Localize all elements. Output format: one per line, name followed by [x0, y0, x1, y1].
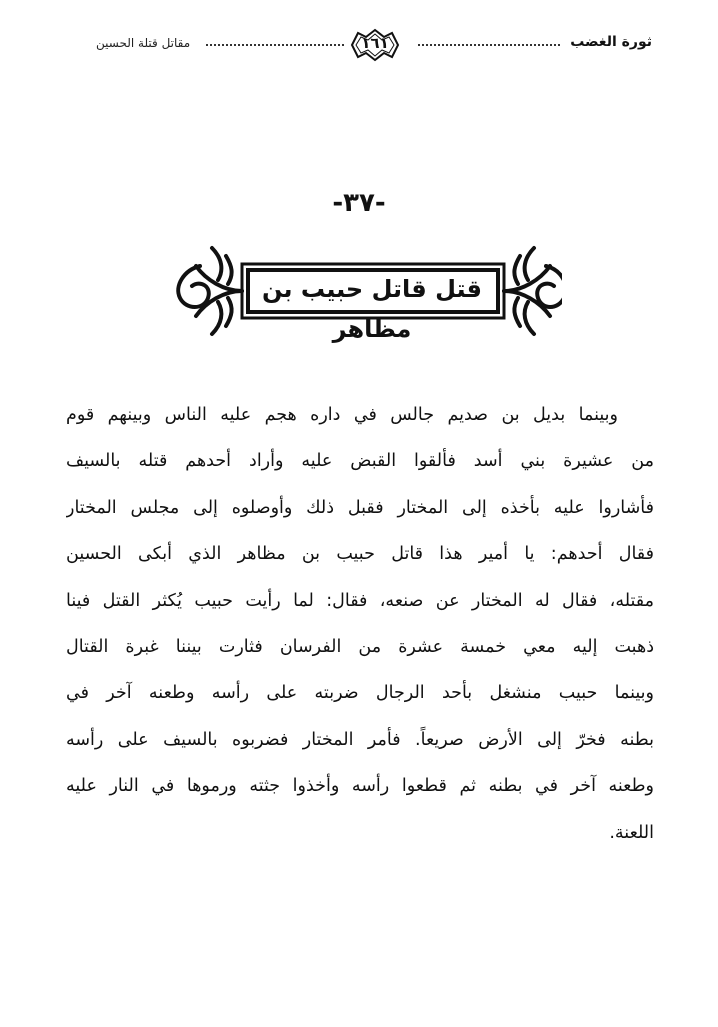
- text-line: وطعنه آخر في بطنه ثم قطعوا رأسه وأخذوا جثته ورموها في النار عليه: [66, 776, 654, 797]
- running-header: [96, 28, 652, 68]
- text-line: مقتله، فقال له المختار عن صنعه، فقال: لما رأيت حبيب يُكثر القتل فينا: [66, 590, 654, 611]
- text-line: فأشاروا عليه بأخذه إلى المختار فقبل ذلك وأوصلوه إلى مجلس المختار: [66, 497, 654, 518]
- text-line: ذهبت إليه معي خمسة عشرة من الفرسان فثارت بيننا غبرة القتال: [66, 636, 654, 657]
- body-paragraph: [66, 392, 654, 856]
- text-line: وبينما بديل بن صديم جالس في داره هجم عليه الناس وبينهم قوم: [66, 405, 618, 425]
- header-dotted-leader-right: [418, 44, 560, 46]
- text-line: اللعنة.: [609, 822, 654, 843]
- header-dotted-leader-left: [206, 44, 344, 46]
- chapter-title: قتل قاتل حبيب بن مظاهر: [261, 275, 483, 343]
- page-number-badge: [346, 28, 404, 62]
- text-line: من عشيرة بني أسد فألقوا القبض عليه وأراد أحدهم قتله بالسيف: [66, 451, 654, 472]
- text-line: وبينما حبيب منشغل بأحد الرجال ضربته على رأسه وطعنه آخر في: [66, 683, 654, 704]
- header-section-title: مقاتل قتلة الحسين: [96, 36, 191, 50]
- page-number: ١٦١: [361, 34, 389, 52]
- header-book-title: ثورة الغضب: [570, 34, 652, 50]
- text-line: بطنه فخرّ إلى الأرض صريعاً. فأمر المختار فضربوه بالسيف على رأسه: [66, 729, 654, 750]
- text-line: فقال أحدهم: يا أمير هذا قاتل حبيب بن مظاهر الذي أبكى الحسين: [66, 544, 654, 565]
- chapter-number: -٣٧-: [332, 188, 386, 218]
